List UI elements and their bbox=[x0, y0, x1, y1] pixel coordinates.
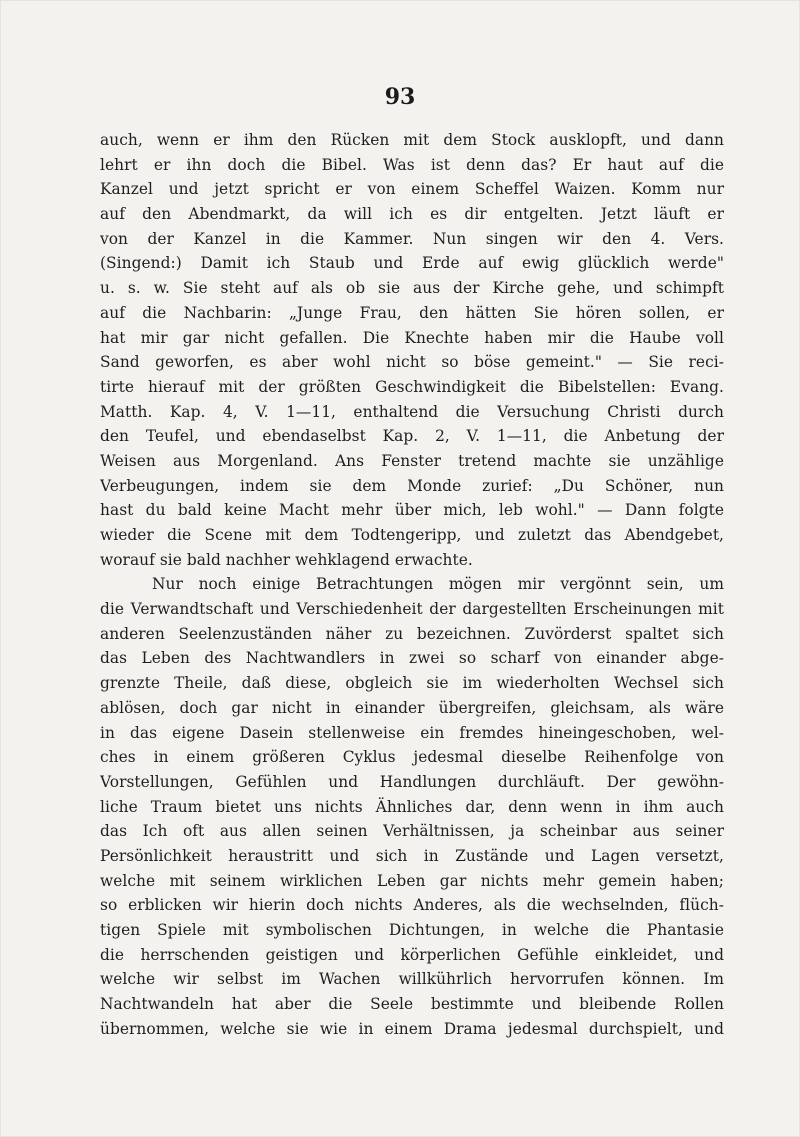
text-line: liche Traum bietet uns nichts Ähnliches dar, denn wenn in ihm auch bbox=[100, 797, 724, 816]
text-line: von der Kanzel in die Kammer. Nun singen wir den 4. Vers. bbox=[100, 229, 724, 248]
text-line: in das eigene Dasein stellenweise ein fremdes hineingeschoben, wel- bbox=[100, 723, 724, 742]
text-line: den Teufel, und ebendaselbst Kap. 2, V. 1—11, die Anbetung der bbox=[100, 427, 724, 446]
text-line: welche mit seinem wirklichen Leben gar nichts mehr gemein haben; bbox=[100, 871, 724, 890]
text-line: Weisen aus Morgenland. Ans Fenster tretend machte sie unzählige bbox=[100, 451, 724, 470]
text-line: ches in einem größeren Cyklus jedesmal dieselbe Reihenfolge von bbox=[100, 748, 724, 767]
body-text bbox=[100, 128, 724, 1041]
text-line: das Leben des Nachtwandlers in zwei so scharf von einander abge- bbox=[100, 649, 724, 668]
text-line: Kanzel und jetzt spricht er von einem Scheffel Waizen. Komm nur bbox=[100, 180, 724, 199]
text-line: lehrt er ihn doch die Bibel. Was ist denn das? Er haut auf die bbox=[100, 155, 724, 174]
text-line: Vorstellungen, Gefühlen und Handlungen durchläuft. Der gewöhn- bbox=[100, 772, 724, 791]
text-line: das Ich oft aus allen seinen Verhältnissen, ja scheinbar aus seiner bbox=[100, 822, 724, 841]
text-line: tirte hierauf mit der größten Geschwindigkeit die Bibelstellen: Evang. bbox=[100, 377, 724, 396]
text-line: Nur noch einige Betrachtungen mögen mir vergönnt sein, um bbox=[152, 575, 724, 594]
text-line: so erblicken wir hierin doch nichts Anderes, als die wechselnden, flüch- bbox=[100, 896, 724, 915]
text-line: Verbeugungen, indem sie dem Monde zurief: „Du Schöner, nun bbox=[100, 476, 724, 495]
text-line: übernommen, welche sie wie in einem Drama jedesmal durchspielt, und bbox=[100, 1019, 724, 1038]
text-line: auch, wenn er ihm den Rücken mit dem Stock ausklopft, und dann bbox=[100, 131, 724, 149]
text-line: auf den Abendmarkt, da will ich es dir entgelten. Jetzt läuft er bbox=[100, 205, 724, 224]
text-line: Persönlichkeit heraustritt und sich in Zustände und Lagen versetzt, bbox=[100, 846, 724, 865]
page-number: 93 bbox=[384, 84, 416, 110]
text-line: Sand geworfen, es aber wohl nicht so böse gemeint." — Sie reci- bbox=[100, 353, 724, 372]
text-line: Nachtwandeln hat aber die Seele bestimmte und bleibende Rollen bbox=[100, 995, 724, 1014]
text-line: Matth. Kap. 4, V. 1—11, enthaltend die Versuchung Christi durch bbox=[100, 402, 724, 421]
text-line: wieder die Scene mit dem Todtengeripp, und zuletzt das Abendgebet, bbox=[100, 526, 724, 544]
text-line: tigen Spiele mit symbolischen Dichtungen, in welche die Phantasie bbox=[100, 921, 724, 939]
text-line: hast du bald keine Macht mehr über mich, leb wohl." — Dann folgte bbox=[100, 501, 724, 520]
text-line: worauf sie bald nachher wehklagend erwachte. bbox=[100, 550, 473, 569]
text-line: hat mir gar nicht gefallen. Die Knechte haben mir die Haube voll bbox=[100, 328, 724, 347]
text-line: die herrschenden geistigen und körperlichen Gefühle einkleidet, und bbox=[100, 945, 724, 964]
text-line: u. s. w. Sie steht auf als ob sie aus der Kirche gehe, und schimpft bbox=[100, 279, 724, 298]
text-line: grenzte Theile, daß diese, obgleich sie im wiederholten Wechsel sich bbox=[100, 674, 724, 693]
text-line: welche wir selbst im Wachen willkührlich hervorrufen können. Im bbox=[100, 970, 724, 989]
text-line: anderen Seelenzuständen näher zu bezeichnen. Zuvörderst spaltet sich bbox=[100, 624, 724, 643]
text-line: auf die Nachbarin: „Junge Frau, den hätten Sie hören sollen, er bbox=[100, 303, 724, 322]
text-line: die Verwandtschaft und Verschiedenheit der dargestellten Erscheinungen mit bbox=[100, 600, 724, 619]
text-line: (Singend:) Damit ich Staub und Erde auf ewig glücklich werde" bbox=[100, 254, 724, 273]
text-line: ablösen, doch gar nicht in einander übergreifen, gleichsam, als wäre bbox=[100, 698, 724, 717]
